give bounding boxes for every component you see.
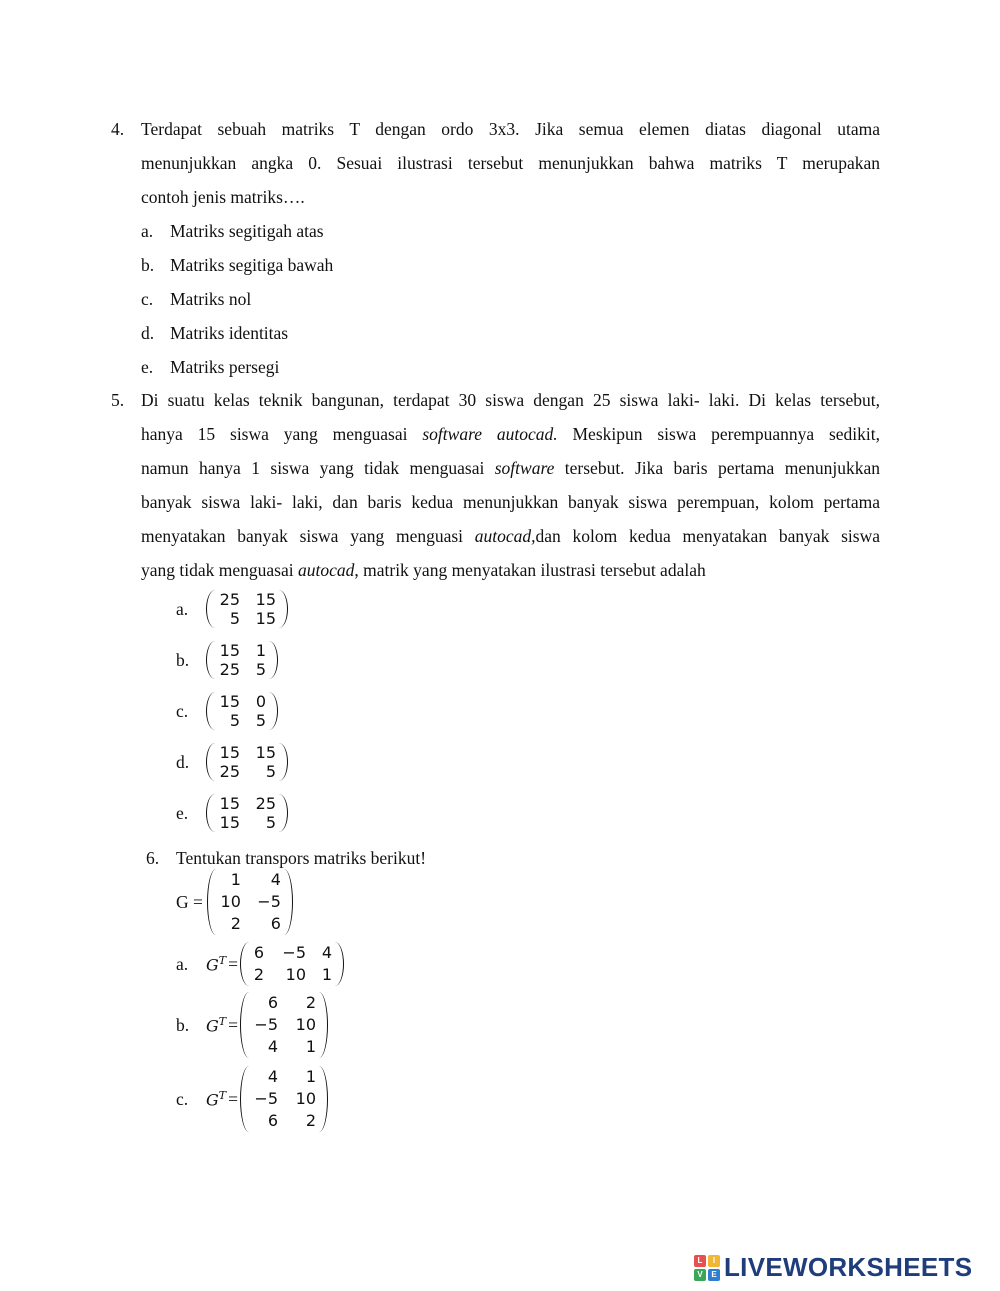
q4-number: 4. [111,119,125,139]
q4-options [141,214,333,384]
q5-line-5: menyatakan banyak siswa yang menguasi autocad,dan kolom kedua menyatakan banyak siswa [141,526,880,546]
q4-line-1: Terdapat sebuah matriks T dengan ordo 3x3. Jika semua elemen diatas diagonal utama [141,119,880,139]
matrix-2x2: 15 1 25 5 [206,641,278,679]
option-letter: a. [141,221,154,241]
matrix-2x2: 15 15 25 5 [206,743,288,781]
option-letter: e. [141,357,154,377]
matrix-g [176,869,293,935]
q5-option-b[interactable] [176,641,278,679]
q4-text [141,112,880,214]
q5-line-2: hanya 15 siswa yang menguasai software autocad. Meskipun siswa perempuannya sedikit, [141,424,881,444]
option-letter: a. [176,953,189,974]
option-text: Matriks persegi [170,357,280,377]
q5-line-4: banyak siswa laki- laki, dan baris kedua menunjukkan banyak siswa perempuan, kolom pertama [141,492,880,512]
matrix-3x2: 4 1 −5 10 6 2 [240,1066,328,1132]
q4-option-d[interactable] [141,316,333,350]
q4-line-2: menunjukkan angka 0. Sesuai ilustrasi tersebut menunjukkan bahwa matriks T merupakan [141,153,880,173]
q5-line-6: yang tidak menguasai autocad, matrik yang menyatakan ilustrasi tersebut adalah [141,560,706,580]
q6-option-b[interactable]: b. $G^T$ = 6 2 −5 10 4 1 [176,992,328,1058]
option-letter: b. [141,255,155,275]
q4-option-c[interactable] [141,282,333,316]
matrix-2x2: 15 25 15 5 [206,794,288,832]
q5-option-c[interactable] [176,692,278,730]
option-letter: c. [176,1088,189,1109]
q5-text [141,383,880,587]
matrix-2x2: 15 0 5 5 [206,692,278,730]
option-text: Matriks identitas [170,323,289,343]
q6-number: 6. [146,848,160,868]
q4-option-a[interactable] [141,214,333,248]
q5-number: 5. [111,390,125,410]
q6-option-a[interactable]: a. $G^T$ = 6 −5 4 2 10 1 [176,942,344,986]
q5-line-3: namun hanya 1 siswa yang tidak menguasai software tersebut. Jika baris pertama menunjukkan [141,458,880,478]
q4-line-3: contoh jenis matriks…. [141,187,305,207]
option-letter: b. [176,1014,190,1035]
option-text: Matriks nol [170,289,252,309]
q6-prompt: Tentukan transpors matriks berikut! [176,848,427,868]
q5-option-d[interactable] [176,743,288,781]
q5-option-a[interactable] [176,590,288,628]
q6-option-c[interactable]: c. $G^T$ = 4 1 −5 10 6 2 [176,1066,328,1132]
option-letter: b. [176,649,190,670]
option-letter: d. [141,323,155,343]
gt-label: $G^T$ [206,953,227,975]
option-text: Matriks segitiga bawah [170,255,334,275]
matrix-3x2: 6 2 −5 10 4 1 [240,992,328,1058]
matrix-2x3: 6 −5 4 2 10 1 [240,942,344,986]
g-label: G = [176,891,203,912]
gt-label: $G^T$ [206,1014,227,1036]
logo-text: LIVEWORKSHEETS [724,1252,973,1282]
q5-line-1: Di suatu kelas teknik bangunan, terdapat 30 siswa dengan 25 siswa laki- laki. Di kelas tersebut, [141,390,880,410]
q4-option-e[interactable] [141,350,333,384]
option-text: Matriks segitigah atas [170,221,324,241]
q5-option-e[interactable] [176,794,288,832]
gt-label: $G^T$ [206,1088,227,1110]
q4-option-b[interactable] [141,248,333,282]
option-letter: a. [176,598,189,619]
option-letter: d. [176,751,190,772]
logo-mark-icon: L I V E [694,1255,720,1281]
option-letter: c. [141,289,154,309]
option-letter: e. [176,802,189,823]
liveworksheets-logo [694,1252,972,1283]
matrix-3x2: 1 4 10 −5 2 6 [207,869,293,935]
matrix-2x2: 25 15 5 15 [206,590,288,628]
option-letter: c. [176,700,189,721]
